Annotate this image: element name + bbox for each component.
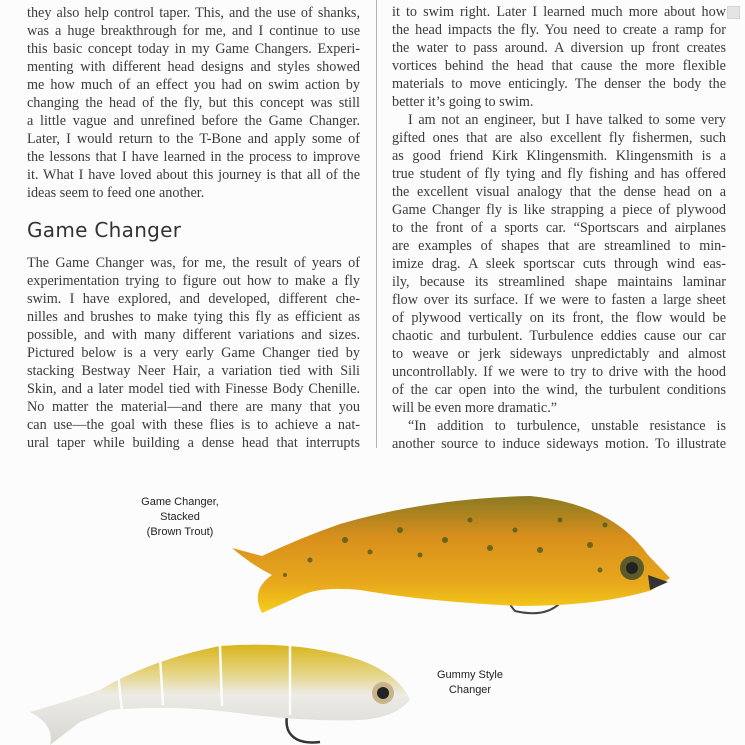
caption-line: (Brown Trout) [146,526,214,538]
text-line: to the front of a sports car. “Sportscars and airplanes [392,220,726,236]
text-line: the water to pass around. A diversion up front creates [392,40,726,56]
text-line: stacking Bestway Neer Hair, a variation tied with Sili [27,363,360,379]
section-heading: Game Changer [27,218,182,242]
caption-line: Gummy Style [436,669,503,681]
text-line: Pictured below is a very early Game Changer tied by [27,345,360,361]
caption-line: Game Changer, Stacked [141,496,219,523]
text-line: me how much of an effect you had on swim action by [27,77,360,93]
text-line: of plywood vertically on its front, the flow would be [392,310,726,326]
text-line: Game Changer fly is like strapping a piece of plywood [392,202,726,218]
text-line: as good friend Kirk Klingensmith. Klingensmith is a [392,148,726,164]
text-line: “In addition to turbulence, unstable resistance is [408,418,726,434]
text-line: it to swim right. Later I learned much more about how [392,4,726,20]
text-line: they also help control taper. This, and the use of shanks, [27,5,360,21]
text-line: possible, and with many different variations and sizes. [27,327,360,343]
text-line: it. What I have loved about this journey is that all of the [27,167,360,183]
page-corner-icon [727,6,740,19]
text-line: imize drag. A sleek sportscar cuts through wind eas- [392,256,726,272]
text-line: I am not an engineer, but I have talked to some very [408,112,726,128]
right-column-text [392,3,726,453]
text-line: No matter the material—and there are many that you [27,399,360,415]
text-line: gifted ones that are also excellent fly fishermen, such [392,130,726,146]
text-line: flow over its surface. If we were to fasten a large sheet [392,292,726,308]
text-line: the head impacts the fly. You need to create a ramp for [392,22,726,38]
text-line: swim. I have explored, and developed, different che- [27,291,360,307]
text-line: are examples of shapes that are streamlined to min- [392,238,726,254]
text-line: another source to induce sideways motion. To illustrate [392,436,726,452]
text-line: of the car open into the wind, the turbulent conditions [392,382,726,398]
text-line: changing the head of the fly, but this concept was still [27,95,360,111]
text-line: ural taper while building a dense head that interrupts [27,435,360,451]
gummy-style-fly [30,645,410,745]
text-line: Skin, and a later model tied with Finesse Body Chenille. [27,381,360,397]
text-line: menting with different head designs and styles showed [27,59,360,75]
fly-photos [0,450,745,745]
text-line: Later, I would return to the T-Bone and apply some of [27,131,360,147]
text-line: this basic concept today in my Game Changers. Experi- [27,41,360,57]
brown-trout-fly [232,496,670,613]
left-column-top-paragraph [27,4,360,202]
text-line: experimentation trying to figure out how to make a fly [27,273,360,289]
text-line: nilles and brushes to make tying this fly as efficient as [27,309,360,325]
text-line: chaotic and turbulent. Turbulence eddies cause our car [392,328,726,344]
trout-body [232,496,670,613]
text-line: vortices behind the head that cause the more flexible [392,58,726,74]
text-line: the lessons that I have learned in the process to improve [27,149,360,165]
text-line: ily, because its streamlined shape maintains laminar [392,274,726,290]
text-line: true student of fly tying and fly fishing and has offered [392,166,726,182]
column-divider [376,0,377,448]
text-line: the excellent visual analogy that the dense head on a [392,184,726,200]
text-line: will be even more dramatic.” [392,400,558,416]
text-line: materials to move enticingly. The denser the body the [392,76,726,92]
text-line: better it’s going to swim. [392,94,534,110]
text-line: ideas seem to feed one another. [27,185,205,201]
text-line: uncontrollably. If we were to try to drive with the hood [392,364,726,380]
text-line: was a huge breakthrough for me, and I continue to use [27,23,360,39]
text-line: a little vague and unrefined before the Game Changer. [27,113,360,129]
text-line: to weave or jerk sideways unpredictably and almost [392,346,726,362]
text-line: The Game Changer was, for me, the result of years of [27,255,360,271]
text-line: can use—the goal with these flies is to achieve a nat- [27,417,360,433]
caption-line: Changer [448,684,492,696]
left-column-bottom-paragraph [27,254,360,452]
